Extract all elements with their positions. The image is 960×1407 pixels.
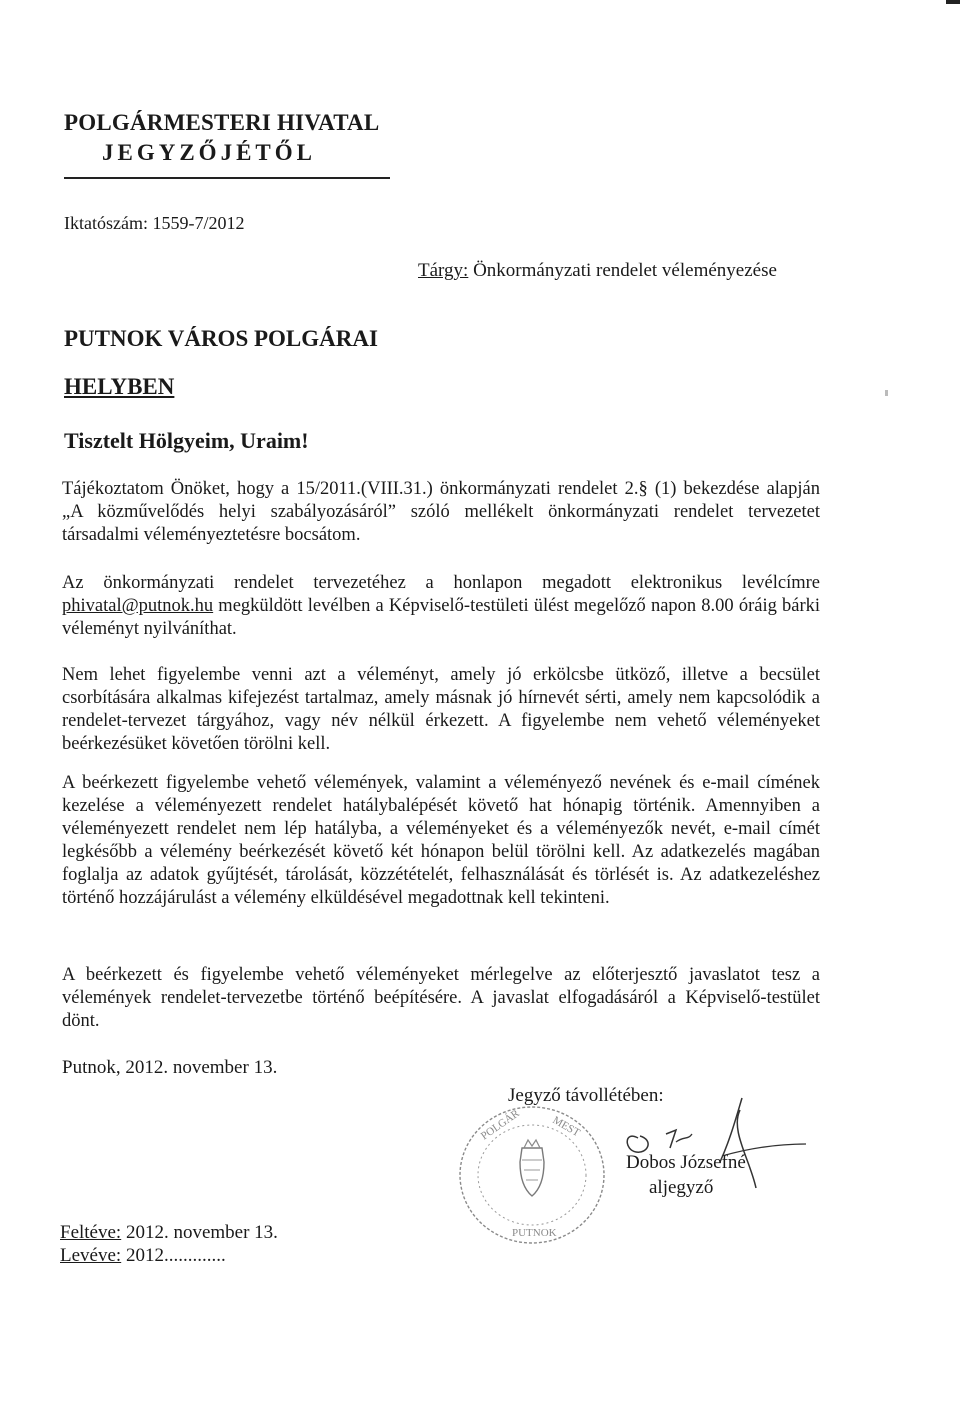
paragraph-4: A beérkezett figyelembe vehető vélemények, valamint a véleményező nevének és e-mail címének kezelése a véleményezett rendelet hatálybalépését követő hat hónapig történik. Amennyiben a véleményezett rendelet nem lép hatályba, a véleményeket és a véleményezők nevét, e-mail címét legkésőbb a vélemény beérkezését követő két hónapon belül törölni kell. Az adatkezelés magában foglalja az adatok gyűjtését, tárolását, közzétételét, felhasználását és törlését is. Az adatkezeléshez történő hozzájárulást a vélemény elküldésével megadottnak kell tekinteni.	[62, 773, 820, 908]
subject-label: Tárgy:	[418, 260, 469, 281]
deputy-label: Jegyző távollétében:	[508, 1085, 664, 1106]
greeting: Tisztelt Hölgyeim, Uraim!	[64, 428, 309, 453]
paragraph-1: Tájékoztatom Önöket, hogy a 15/2011.(VIII.31.) önkormányzati rendelet 2.§ (1) bekezdése alapján „A közművelődés helyi szabályozásáról” szóló mellékelt önkormányzati rendelet tervezetet társadalmi véleményeztetésre bocsátom.	[62, 479, 820, 545]
email-link[interactable]: phivatal@putnok.hu	[62, 596, 214, 616]
posted-value: 2012. november 13.	[121, 1222, 278, 1243]
svg-text:PUTNOK: PUTNOK	[512, 1227, 557, 1239]
signer-title: aljegyző	[649, 1177, 714, 1198]
removed-label: Levéve:	[60, 1245, 122, 1266]
removed-value: 2012.............	[121, 1245, 226, 1266]
organization-name: POLGÁRMESTERI HIVATAL	[64, 110, 380, 135]
signer-name: Dobos Józsefné	[626, 1152, 746, 1173]
posted-date	[60, 1222, 278, 1244]
posted-label: Feltéve:	[60, 1222, 122, 1243]
paragraph-3: Nem lehet figyelembe venni azt a véleményt, amely jó erkölcsbe ütköző, illetve a becsület csorbítására alkalmas kifejezést tartalmaz, amely másnak jó hírnevét sérti, amely nem kapcsolódik a rendelet-tervezet tárgyához, vagy név nélkül érkezett. A figyelembe nem vehető véleményeket beérkezésüket követően törölni kell.	[62, 665, 820, 754]
scan-speck	[885, 390, 888, 396]
paragraph-5: A beérkezett és figyelembe vehető véleményeket mérlegelve az előterjesztő javaslatot tesz a vélemények rendelet-tervezetbe történő beépítésére. A javaslat elfogadásáról a Képviselő-testület dönt.	[62, 965, 820, 1031]
place-and-date: Putnok, 2012. november 13.	[62, 1057, 278, 1078]
addressee-name: PUTNOK VÁROS POLGÁRAI	[64, 326, 378, 351]
scan-corner-mark	[946, 0, 960, 4]
letterhead-divider	[64, 177, 390, 179]
letterhead	[64, 108, 379, 168]
department-name: JEGYZŐJÉTŐL	[102, 140, 316, 165]
addressee-location: HELYBEN	[64, 374, 175, 399]
registration-number: Iktatószám: 1559-7/2012	[64, 213, 245, 233]
paragraph-2-start: Az önkormányzati rendelet tervezetéhez a honlapon megadott elektronikus levélcímre	[62, 573, 820, 593]
paragraph-2	[62, 572, 820, 641]
svg-text:MEST: MEST	[550, 1114, 582, 1140]
subject-line	[418, 260, 777, 282]
paragraph-2-end: megküldött levélben a Képviselő-testületi ülést megelőző napon 8.00 óráig bárki véleményt nyilváníthat.	[62, 596, 820, 639]
removed-date	[60, 1245, 226, 1267]
svg-text:POLGÁR: POLGÁR	[478, 1107, 522, 1143]
subject-text: Önkormányzati rendelet véleményezése	[468, 260, 777, 281]
coat-of-arms-icon	[520, 1148, 544, 1196]
